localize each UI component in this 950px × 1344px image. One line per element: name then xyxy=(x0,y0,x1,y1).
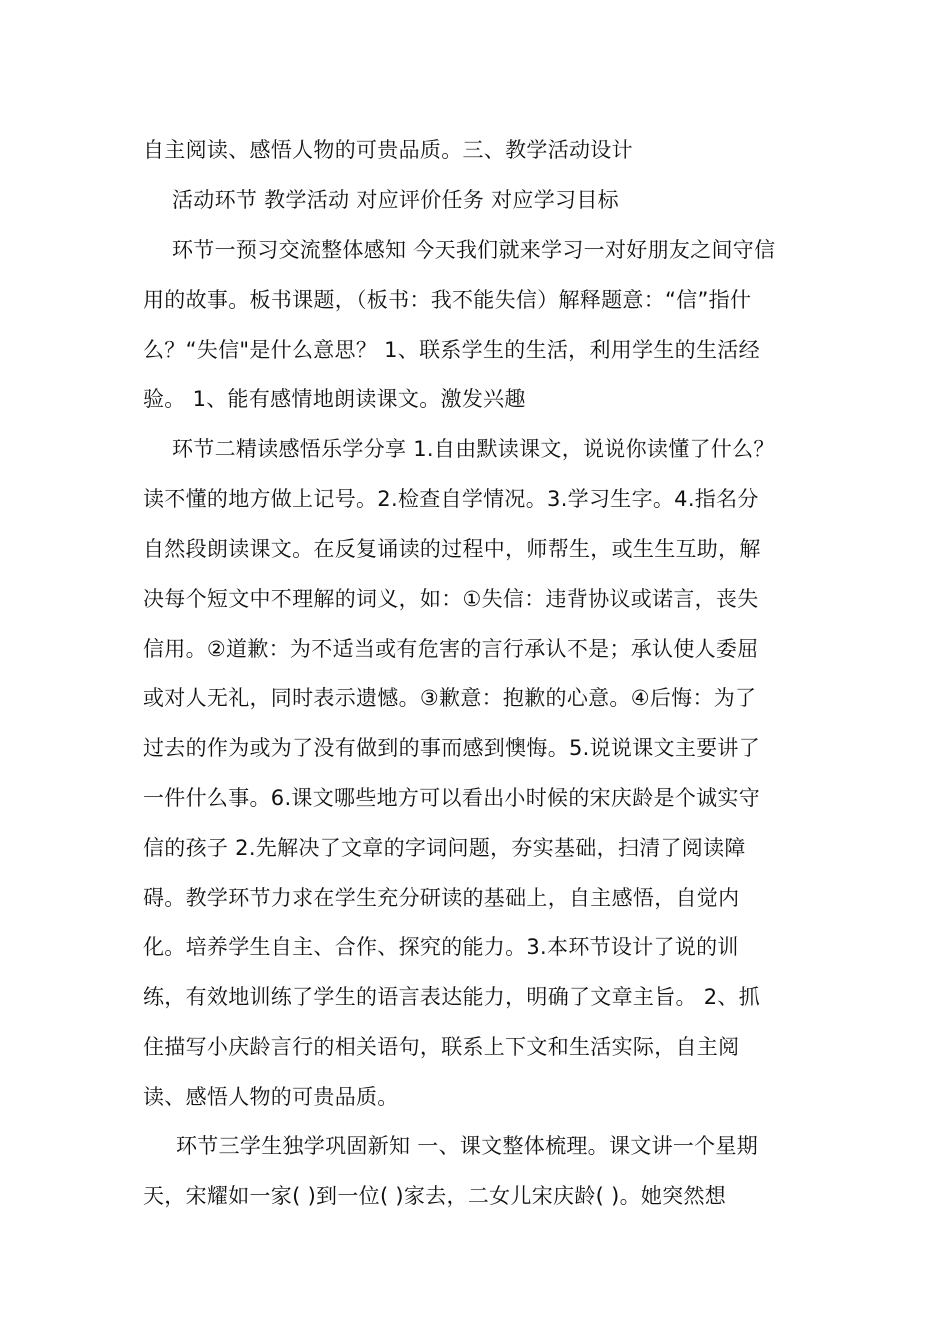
text-line: 环节一预习交流整体感知 今天我们就来学习一对好朋友之间守信 xyxy=(172,238,776,262)
text-line: 自主阅读、感悟人物的可贵品质。三、教学活动设计 xyxy=(143,138,633,162)
table-header-line: 活动环节 教学活动 对应评价任务 对应学习目标 xyxy=(172,188,619,212)
text-line: 信的孩子 2.先解决了文章的字词问题，夯实基础，扫清了阅读障 xyxy=(143,836,746,860)
text-line: 读、感悟人物的可贵品质。 xyxy=(143,1085,399,1109)
text-line: 化。培养学生自主、合作、探究的能力。3.本环节设计了说的训 xyxy=(143,935,739,959)
text-line: 住描写小庆龄言行的相关语句，联系上下文和生活实际，自主阅 xyxy=(143,1035,740,1059)
text-line: 用的故事。板书课题，（板书：我不能失信）解释题意：“信”指什 xyxy=(143,288,752,312)
text-line: 过去的作为或为了没有做到的事而感到懊悔。5.说说课文主要讲了 xyxy=(143,736,761,760)
text-line: 自然段朗读课文。在反复诵读的过程中，师帮生，或生生互助，解 xyxy=(143,537,761,561)
text-line: 决每个短文中不理解的词义，如：①失信：违背协议或诺言，丧失 xyxy=(143,587,759,611)
text-line: 环节二精读感悟乐学分享 1.自由默读课文，说说你读懂了什么？ xyxy=(172,437,775,461)
text-line: 么？“失信"是什么意思？ 1、联系学生的生活，利用学生的生活经 xyxy=(143,338,760,362)
text-line: 读不懂的地方做上记号。2.检查自学情况。3.学习生字。4.指名分 xyxy=(143,487,759,511)
text-line: 碍。教学环节力求在学生充分研读的基础上，自主感悟，自觉内 xyxy=(143,886,740,910)
text-line: 练，有效地训练了学生的语言表达能力，明确了文章主旨。 2、抓 xyxy=(143,985,761,1009)
text-line: 信用。②道歉：为不适当或有危害的言行承认不是；承认使人委屈 xyxy=(143,637,759,661)
text-line: 天，宋耀如一家( )到一位( )家去，二女儿宋庆龄( )。她突然想 xyxy=(143,1184,727,1208)
text-line: 一件什么事。6.课文哪些地方可以看出小时候的宋庆龄是个诚实守 xyxy=(143,786,761,810)
text-line: 验。 1、能有感情地朗读课文。激发兴趣 xyxy=(143,387,526,411)
text-line: 或对人无礼，同时表示遗憾。③歉意：抱歉的心意。④后悔：为了 xyxy=(143,686,757,710)
text-line: 环节三学生独学巩固新知 一、课文整体梳理。课文讲一个星期 xyxy=(176,1134,759,1158)
